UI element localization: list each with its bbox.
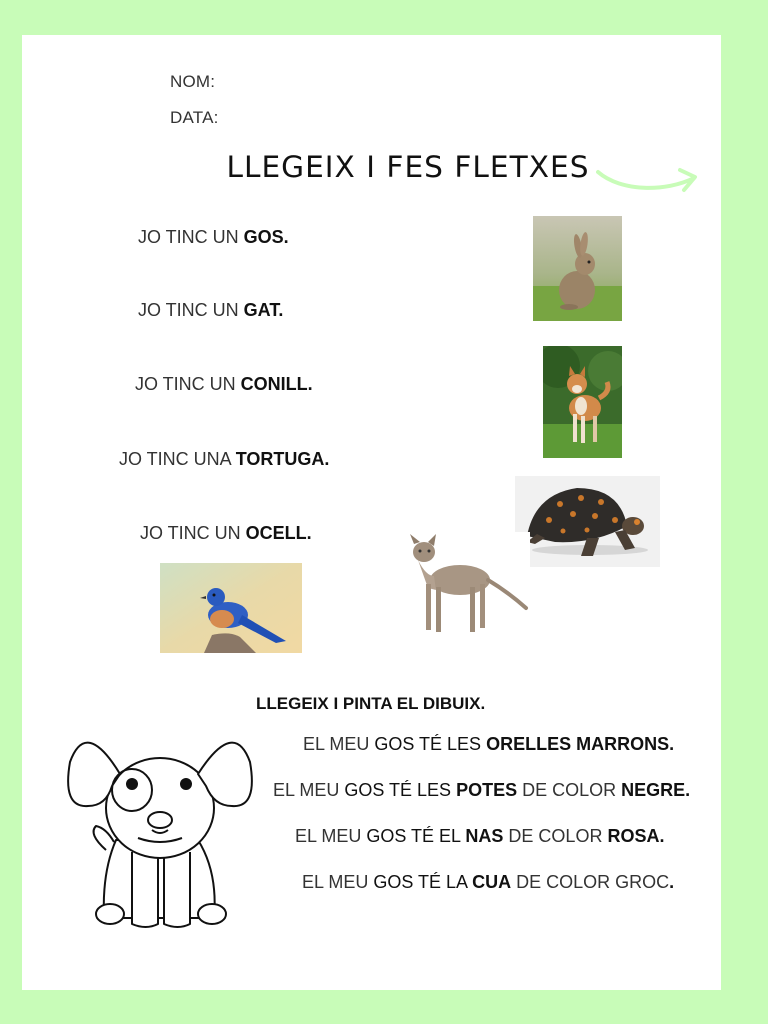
sentence-prefix: JO TINC UN <box>138 227 244 247</box>
sentence-prefix: JO TINC UNA <box>119 449 236 469</box>
line-part: DE COLOR GROC <box>511 872 670 892</box>
section2-title: LLEGEIX I PINTA EL DIBUIX. <box>256 694 486 713</box>
rabbit-photo <box>533 216 622 321</box>
dog-outline-drawing <box>66 722 254 936</box>
name-label: NOM: <box>170 72 216 91</box>
coloring-line-paws <box>273 780 690 801</box>
sentence-tortuga <box>119 449 329 470</box>
sentence-gat <box>138 300 283 321</box>
line-part: EL MEU <box>303 734 375 754</box>
sentence-animal: TORTUGA. <box>235 449 330 469</box>
line-bold: NAS <box>465 826 504 846</box>
line-part: DE COLOR <box>517 780 622 800</box>
line-part: EL MEU <box>273 780 345 800</box>
line-part: GOS TÉ LA <box>373 872 473 892</box>
date-label: DATA: <box>170 108 219 127</box>
bird-photo <box>160 563 302 653</box>
coloring-line-tail <box>302 872 674 893</box>
coloring-line-ears <box>303 734 674 755</box>
line-bold: POTES <box>456 780 518 800</box>
line-bold: ORELLES MARRONS. <box>486 734 675 754</box>
sentence-conill <box>135 374 313 395</box>
page-title: LLEGEIX I FES FLETXES <box>226 150 590 184</box>
sentence-prefix: JO TINC UN <box>140 523 246 543</box>
line-bold: ROSA. <box>607 826 665 846</box>
sentence-prefix: JO TINC UN <box>135 374 241 394</box>
sentence-prefix: JO TINC UN <box>138 300 244 320</box>
line-bold: CUA <box>472 872 512 892</box>
sentence-animal: GAT. <box>243 300 284 320</box>
line-part: EL MEU <box>295 826 367 846</box>
sentence-animal: OCELL. <box>245 523 312 543</box>
line-part: EL MEU <box>302 872 374 892</box>
arrow-icon <box>596 160 702 196</box>
sentence-animal: GOS. <box>243 227 289 247</box>
line-part: GOS TÉ LES <box>344 780 457 800</box>
line-part: GOS TÉ LES <box>374 734 487 754</box>
sentence-ocell <box>140 523 312 544</box>
coloring-line-nose <box>295 826 664 847</box>
turtle-photo <box>515 476 660 567</box>
line-bold: . <box>669 872 675 892</box>
cat-photo <box>400 532 530 635</box>
line-part: DE COLOR <box>503 826 608 846</box>
sentence-animal: CONILL. <box>240 374 313 394</box>
line-part: GOS TÉ EL <box>366 826 466 846</box>
dog-photo <box>543 346 622 458</box>
line-bold: NEGRE. <box>621 780 691 800</box>
sentence-gos <box>138 227 289 248</box>
